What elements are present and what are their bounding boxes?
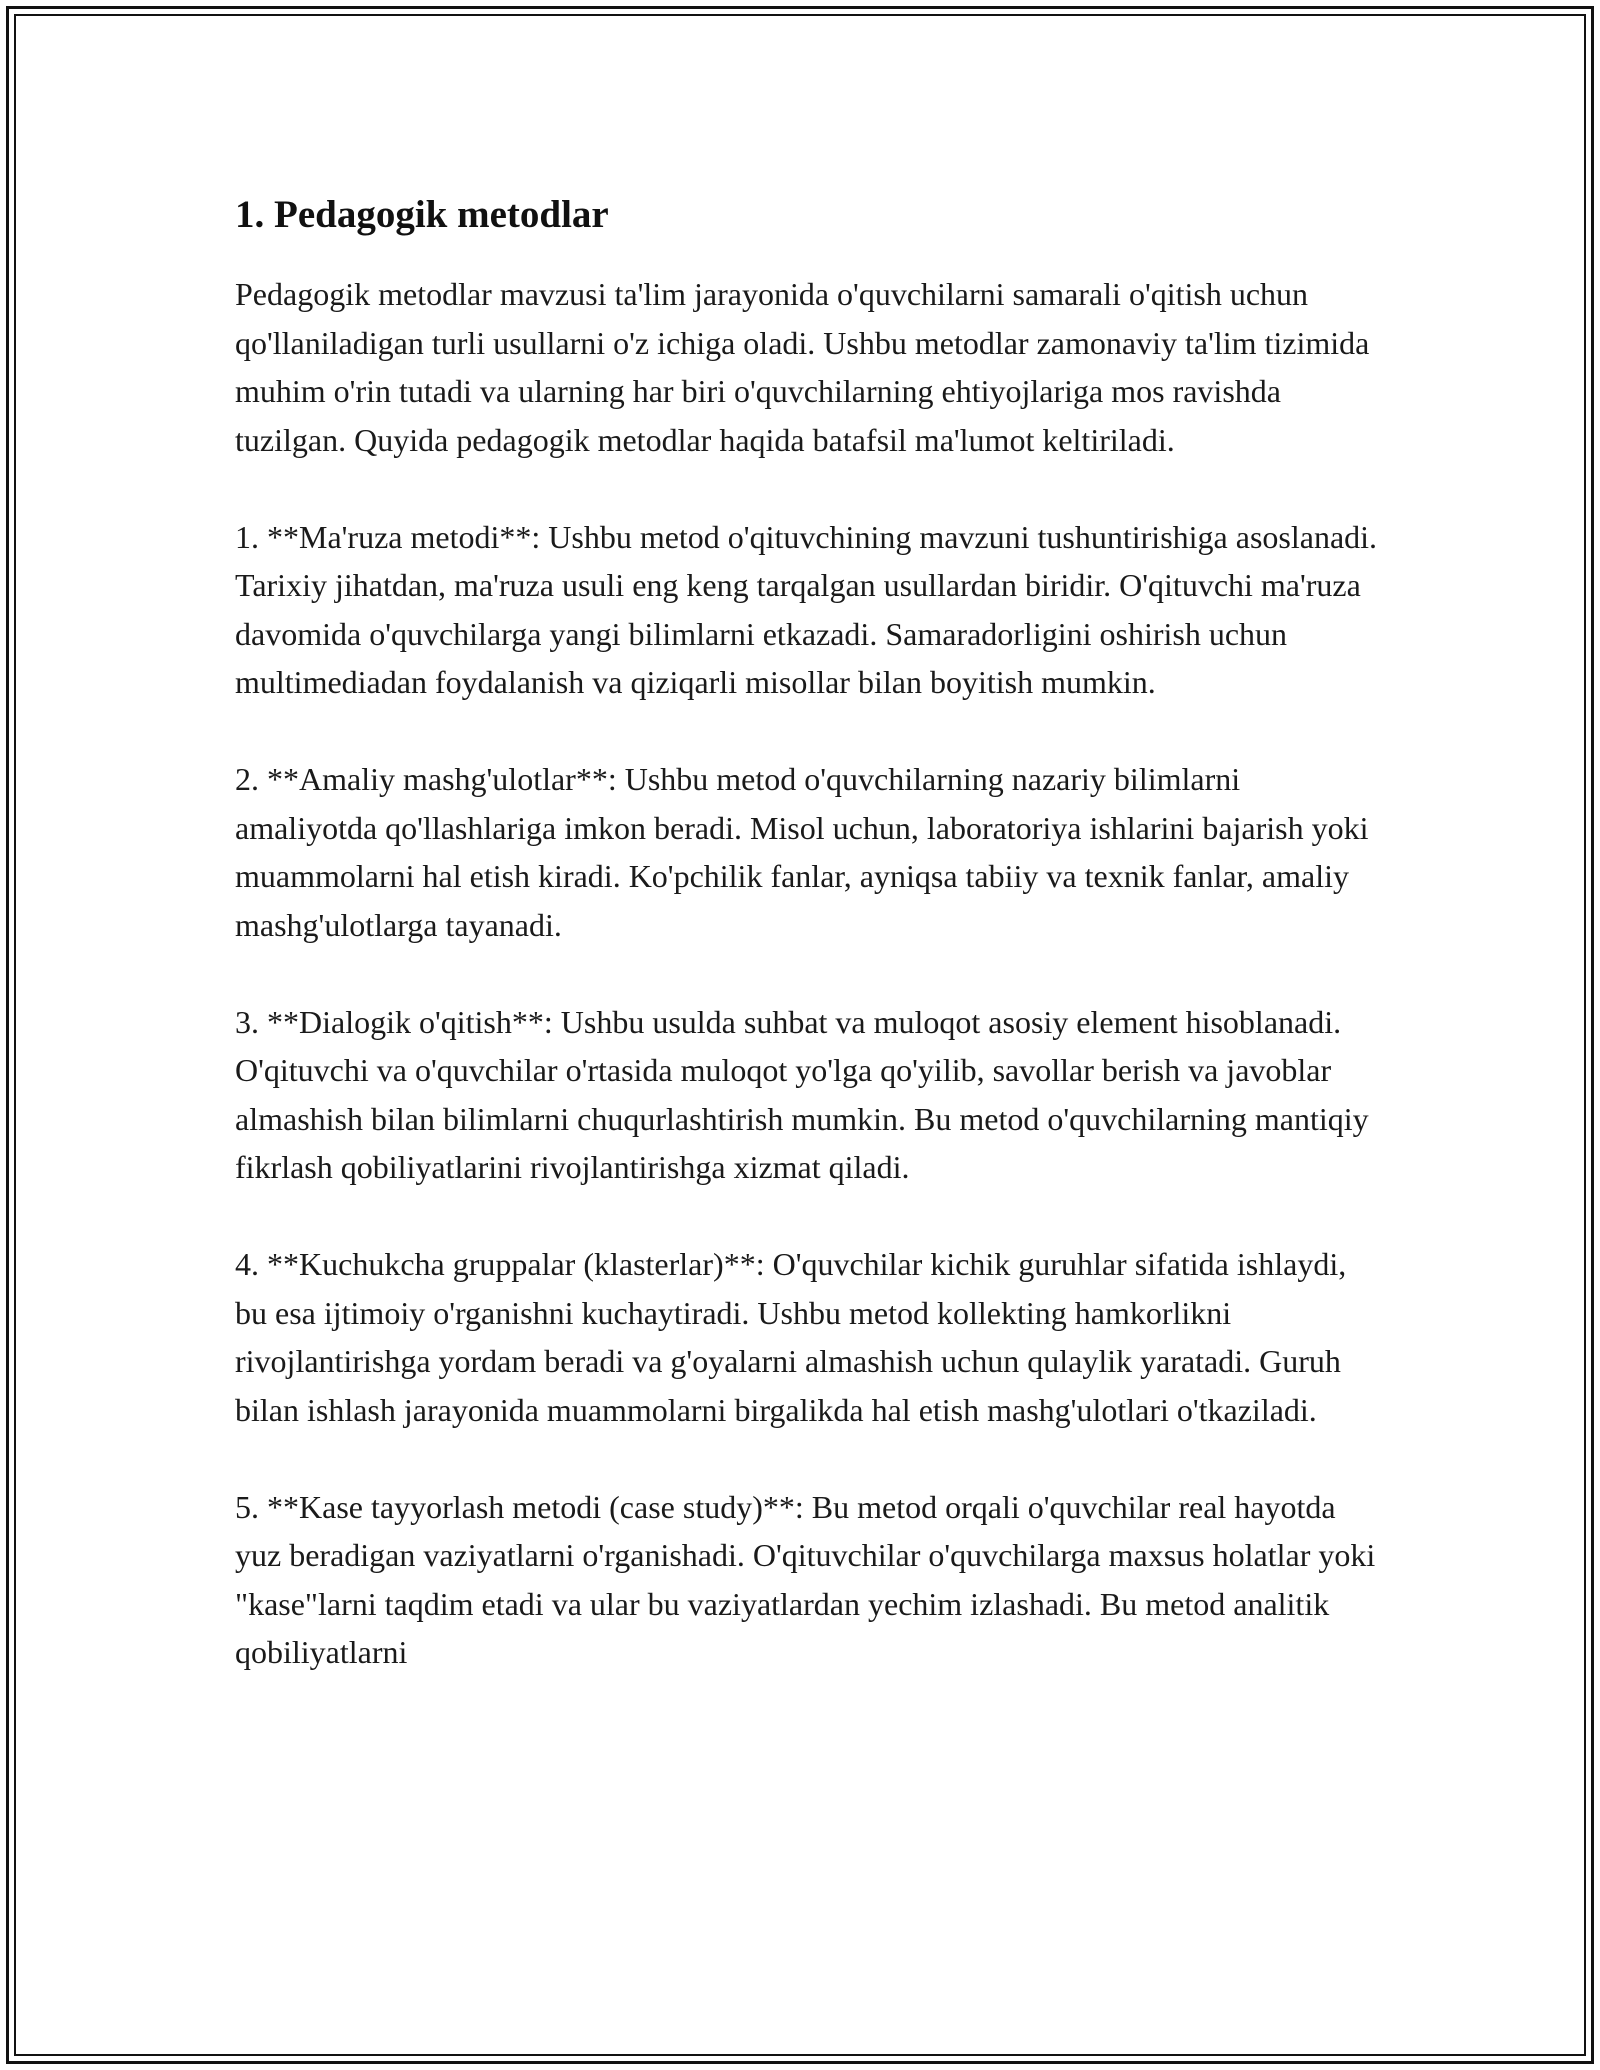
section-heading: 1. Pedagogik metodlar — [235, 193, 609, 236]
paragraph-small-groups: 4. **Kuchukcha gruppalar (klasterlar)**: O'quvchilar kichik guruhlar sifatida ishlaydi, bu esa ijtimoiy o'rganishni kuchaytiradi. Ushbu metod kollekting hamkorlikni rivojlantirishga yordam beradi va g'oyalarni almashish uchun qulaylik yaratadi. Guruh bilan ishlash jarayonida muammolarni birgalikda hal etish mashg'ulotlari o'tkaziladi. — [235, 1246, 1347, 1428]
paragraph-lecture-method: 1. **Ma'ruza metodi**: Ushbu metod o'qituvchining mavzuni tushuntirishiga asoslanadi. Tarixiy jihatdan, ma'ruza usuli eng keng tarqalgan usullardan biridir. O'qituvchi ma'ruza davomida o'quvchilarga yangi bilimlarni etkazadi. Samaradorligini oshirish uchun multimediadan foydalanish va qiziqarli misollar bilan boyitish mumkin. — [235, 518, 1378, 700]
document-body — [235, 190, 1385, 1725]
paragraph-dialogic-teaching: 3. **Dialogik o'qitish**: Ushbu usulda suhbat va muloqot asosiy element hisoblanadi. O'qituvchi va o'quvchilar o'rtasida muloqot yo'lga qo'yilib, savollar berish va javoblar almashish bilan bilimlarni chuqurlashtirish mumkin. Bu metod o'quvchilarning mantiqiy fikrlash qobiliyatlarini rivojlantirishga xizmat qiladi. — [235, 1003, 1369, 1185]
paragraph-practical-exercises: 2. **Amaliy mashg'ulotlar**: Ushbu metod o'quvchilarning nazariy bilimlarni amaliyotda qo'llashlariga imkon beradi. Misol uchun, laboratoriya ishlarini bajarish yoki muammolarni hal etish kiradi. Ko'pchilik fanlar, ayniqsa tabiiy va texnik fanlar, amaliy mashg'ulotlarga tayanadi. — [235, 761, 1369, 943]
intro-paragraph: Pedagogik metodlar mavzusi ta'lim jarayonida o'quvchilarni samarali o'qitish uchun qo'llaniladigan turli usullarni o'z ichiga oladi. Ushbu metodlar zamonaviy ta'lim tizimida muhim o'rin tutadi va ularning har biri o'quvchilarning ehtiyojlariga mos ravishda tuzilgan. Quyida pedagogik metodlar haqida batafsil ma'lumot keltiriladi. — [235, 276, 1370, 458]
paragraph-case-study: 5. **Kase tayyorlash metodi (case study)**: Bu metod orqali o'quvchilar real hayotda yuz beradigan vaziyatlarni o'rganishadi. O'qituvchilar o'quvchilarga maxsus holatlar yoki "kase"larni taqdim etadi va ular bu vaziyatlardan yechim izlashadi. Bu metod analitik qobiliyatlarni — [235, 1488, 1376, 1670]
